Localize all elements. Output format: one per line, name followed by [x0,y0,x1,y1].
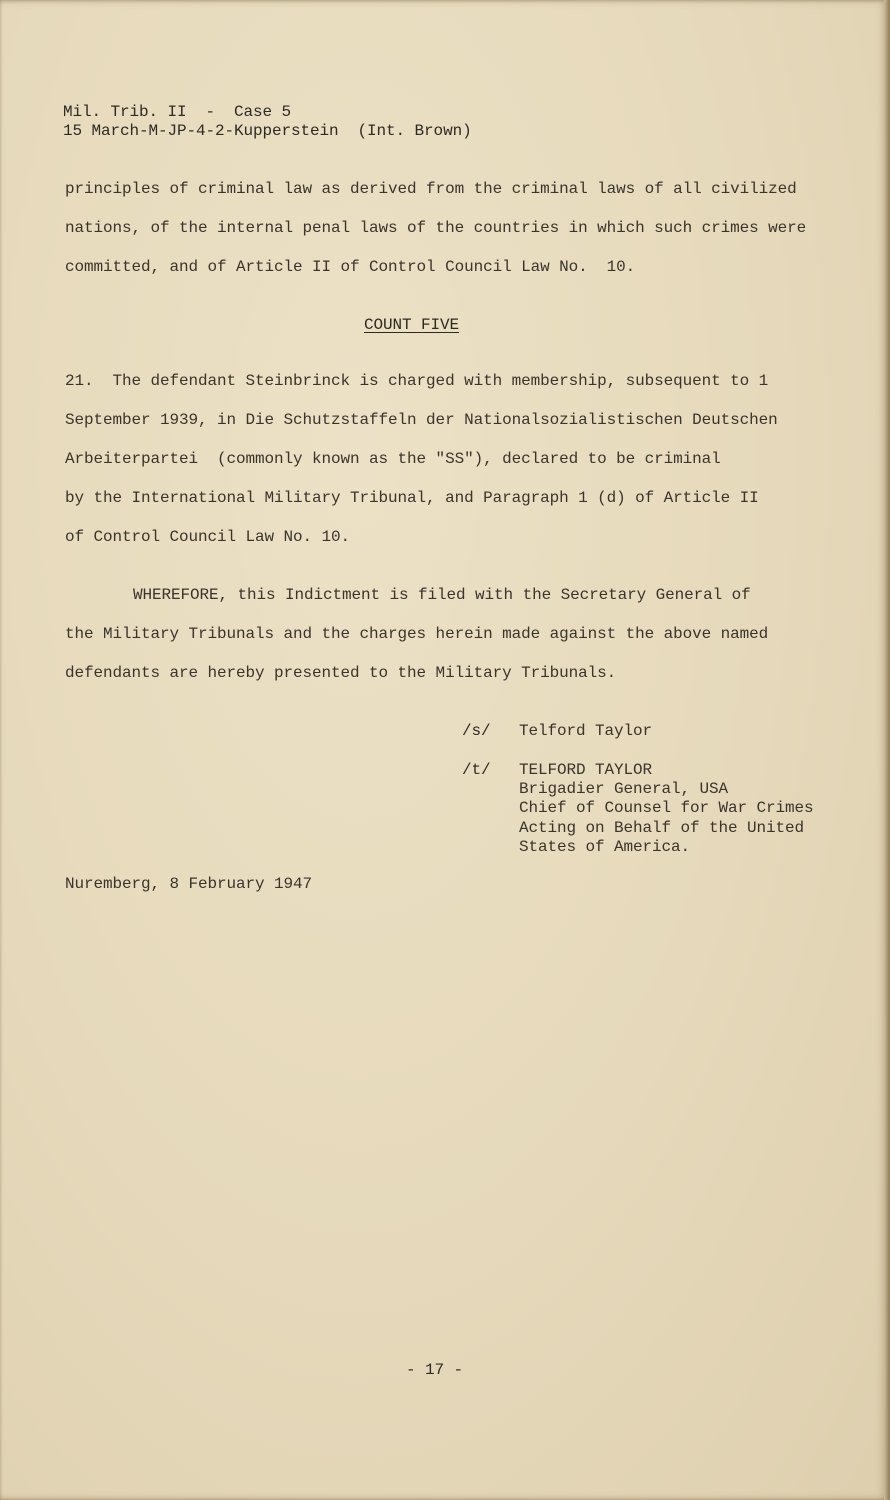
count-paragraph-line: of Control Council Law No. 10. [65,528,351,546]
signed-name: Telford Taylor [519,722,653,740]
count-paragraph-line: 21. The defendant Steinbrinck is charged with membership, subsequent to 1 [65,372,769,390]
wherefore-line: defendants are hereby presented to the Military Tribunals. [65,664,617,682]
page-number: - 17 - [406,1361,464,1379]
count-paragraph-line: Arbeiterpartei (commonly known as the "SS"), declared to be criminal [65,450,721,468]
page-edge [884,0,890,1500]
paragraph1-line: committed, and of Article II of Control Council Law No. 10. [65,258,636,276]
signatory-title: Brigadier General, USA [519,780,729,798]
signatory-title: Chief of Counsel for War Crimes [519,799,814,817]
header-reference-line: 15 March-M-JP-4-2-Kupperstein (Int. Brown) [63,122,472,140]
typed-name: TELFORD TAYLOR [519,761,653,779]
signatory-title: Acting on Behalf of the United [519,819,805,837]
signed-marker: /s/ [462,722,491,740]
wherefore-line: the Military Tribunals and the charges herein made against the above named [65,625,769,643]
header-case-line: Mil. Trib. II - Case 5 [63,103,292,121]
paragraph1-line: nations, of the internal penal laws of the countries in which such crimes were [65,219,807,237]
typed-marker: /t/ [462,761,491,779]
count-paragraph-line: by the International Military Tribunal, and Paragraph 1 (d) of Article II [65,489,759,507]
paragraph1-line: principles of criminal law as derived from the criminal laws of all civilized [65,180,797,198]
count-paragraph-line: September 1939, in Die Schutzstaffeln der Nationalsozialistischen Deutschen [65,411,778,429]
signatory-title: States of America. [519,838,691,856]
wherefore-line: WHEREFORE, this Indictment is filed with the Secretary General of [133,586,751,604]
count-five-heading: COUNT FIVE [364,316,460,334]
place-date: Nuremberg, 8 February 1947 [65,875,313,893]
